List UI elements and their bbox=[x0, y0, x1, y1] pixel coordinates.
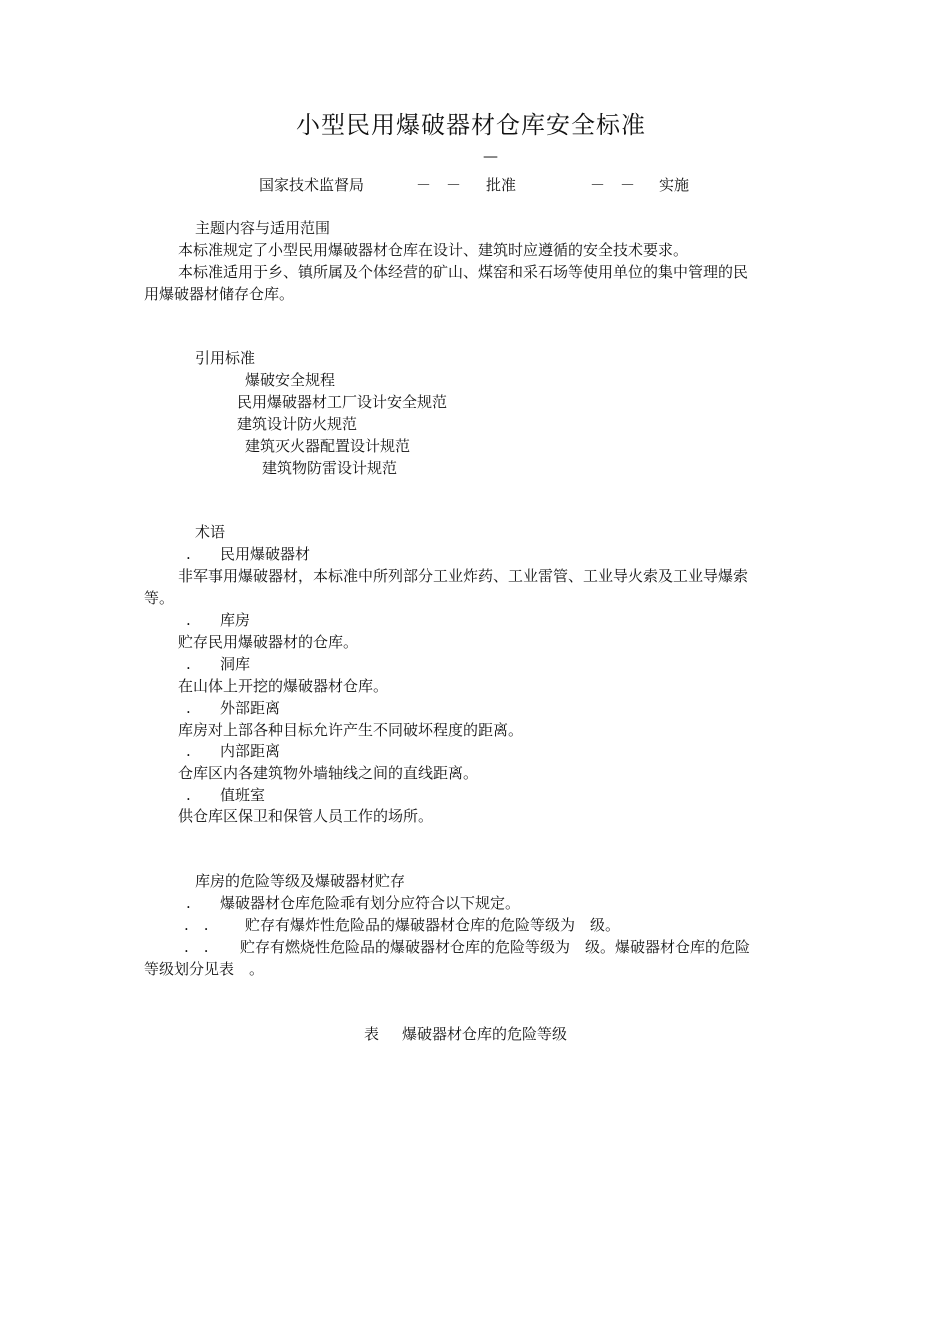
term-name: 库房 bbox=[220, 611, 251, 629]
term-definition: 供仓库区保卫和保管人员工作的场所。 bbox=[178, 807, 434, 825]
term-number: . bbox=[186, 545, 191, 563]
term-definition: 非军事用爆破器材，本标准中所列部分工业炸药、工业雷管、工业导火索及工业导爆索 bbox=[178, 567, 749, 585]
clause-text: 贮存有爆炸性危险品的爆破器材仓库的危险等级为 级。 bbox=[245, 916, 621, 934]
table-caption-text: 爆破器材仓库的危险等级 bbox=[402, 1025, 568, 1043]
term-definition: 库房对上部各种目标允许产生不同破坏程度的距离。 bbox=[178, 721, 524, 739]
term-number: . bbox=[186, 786, 191, 804]
clause-number: . . bbox=[184, 938, 209, 956]
table-caption-label: 表 bbox=[364, 1025, 380, 1043]
section-heading-scope: 主题内容与适用范围 bbox=[195, 219, 331, 237]
term-definition-cont: 等。 bbox=[144, 589, 175, 607]
term-definition: 贮存民用爆破器材的仓库。 bbox=[178, 633, 359, 651]
scope-paragraph-2-line-1: 本标准适用于乡、镇所属及个体经营的矿山、煤窑和采石场等使用单位的集中管理的民 bbox=[178, 263, 749, 281]
term-name: 民用爆破器材 bbox=[220, 545, 311, 563]
reference-item: 建筑灭火器配置设计规范 bbox=[245, 437, 411, 455]
term-name: 内部距离 bbox=[220, 742, 281, 760]
reference-item: 建筑设计防火规范 bbox=[237, 415, 358, 433]
term-number: . bbox=[186, 699, 191, 717]
approval-bureau: 国家技术监督局 bbox=[259, 176, 365, 194]
term-name: 洞库 bbox=[220, 655, 251, 673]
reference-item: 爆破安全规程 bbox=[245, 371, 336, 389]
term-definition: 在山体上开挖的爆破器材仓库。 bbox=[178, 677, 389, 695]
clause-text-cont: 等级划分见表 。 bbox=[144, 960, 265, 978]
term-number: . bbox=[186, 742, 191, 760]
term-definition: 仓库区内各建筑物外墙轴线之间的直线距离。 bbox=[178, 764, 479, 782]
reference-item: 建筑物防雷设计规范 bbox=[262, 459, 398, 477]
term-name: 值班室 bbox=[220, 786, 266, 804]
approval-implement: 实施 bbox=[659, 176, 690, 194]
clause-text: 爆破器材仓库危险乖有划分应符合以下规定。 bbox=[220, 894, 521, 912]
section-heading-references: 引用标准 bbox=[195, 349, 256, 367]
term-name: 外部距离 bbox=[220, 699, 281, 717]
approval-dash-2: － － bbox=[590, 176, 636, 194]
section-heading-hazard: 库房的危险等级及爆破器材贮存 bbox=[195, 872, 406, 890]
scope-paragraph-2-line-2: 用爆破器材储存仓库。 bbox=[144, 285, 295, 303]
scope-paragraph-1: 本标准规定了小型民用爆破器材仓库在设计、建筑时应遵循的安全技术要求。 bbox=[178, 241, 689, 259]
term-number: . bbox=[186, 655, 191, 673]
term-number: . bbox=[186, 611, 191, 629]
clause-number: . . bbox=[184, 916, 209, 934]
clause-number: . bbox=[186, 894, 191, 912]
reference-item: 民用爆破器材工厂设计安全规范 bbox=[237, 393, 448, 411]
document-title: 小型民用爆破器材仓库安全标准 bbox=[296, 111, 646, 139]
title-mark: — bbox=[483, 147, 498, 165]
approval-dash-1: － － bbox=[416, 176, 462, 194]
clause-text: 贮存有燃烧性危险品的爆破器材仓库的危险等级为 级。爆破器材仓库的危险 bbox=[240, 938, 751, 956]
approval-approve: 批准 bbox=[486, 176, 517, 194]
section-heading-terms: 术语 bbox=[195, 523, 226, 541]
